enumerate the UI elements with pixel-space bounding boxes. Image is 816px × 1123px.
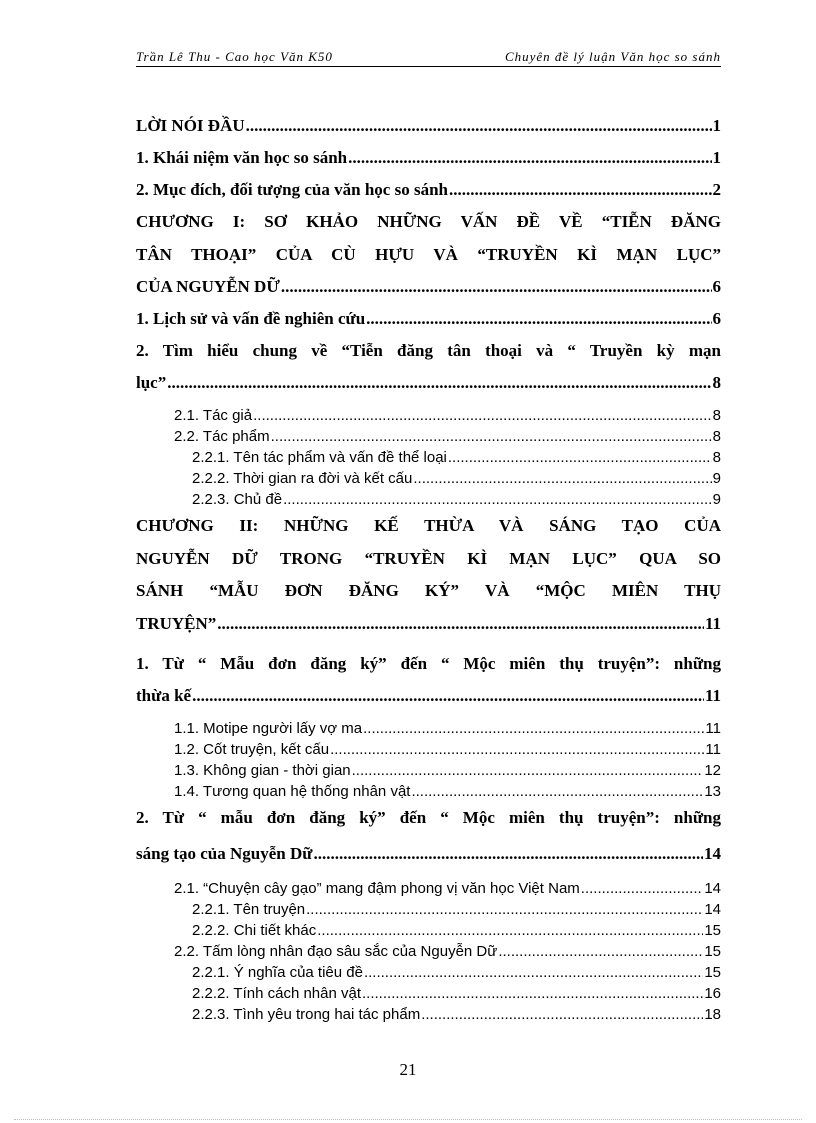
dot-leader [448, 447, 712, 468]
toc-entry-tinh-yeu[interactable] [136, 1004, 721, 1025]
toc-entry-khong-gian[interactable] [136, 760, 721, 781]
dot-leader [317, 920, 703, 941]
dot-leader [366, 303, 711, 335]
dot-leader [348, 142, 711, 174]
toc-entry-nhung-thua-ke[interactable] [136, 648, 721, 712]
toc-entry-chu-de[interactable] [136, 489, 721, 510]
toc-page-number: 9 [712, 491, 721, 508]
chapter-2-line-4: TRUYỆN” [136, 613, 217, 633]
toc-entry-label: 1.3. Không gian - thời gian [174, 761, 351, 779]
toc-entry-ten-truyen[interactable] [136, 899, 721, 920]
toc-entry-thoi-gian[interactable] [136, 468, 721, 489]
toc-entry-label: 2.2.3. Tình yêu trong hai tác phẩm [192, 1005, 421, 1023]
toc-entry-chapter-1[interactable] [136, 206, 721, 303]
toc-page-number: 11 [704, 685, 721, 705]
toc-page-number: 12 [704, 761, 721, 779]
toc-entry-chi-tiet-khac[interactable] [136, 920, 721, 941]
dot-leader [313, 838, 703, 870]
toc-entry-nhung-sang-tao[interactable] [136, 802, 721, 870]
toc-entry-label: 1.1. Motipe người lấy vợ ma [174, 719, 363, 737]
toc-entry-chuyen-cay-gao[interactable] [136, 878, 721, 899]
entry-line-2: lục” [136, 373, 167, 392]
toc-page-number: 8 [712, 407, 721, 424]
toc-page-number: 14 [704, 879, 721, 897]
header-author: Trần Lê Thu - Cao học Văn K50 [136, 49, 333, 64]
toc-entry-label: 2.2.2. Chi tiết khác [192, 921, 317, 939]
toc-page-number: 8 [712, 373, 721, 392]
dot-leader [271, 426, 712, 447]
entry-line-1: 2. Từ “ mẫu đơn đăng ký” đến “ Mộc miên thụ truyện”: những [136, 807, 721, 827]
dot-leader [421, 1004, 703, 1025]
chapter-2-line-2: NGUYỄN DỮ TRONG “TRUYỀN KÌ MẠN LỤC” QUA SO [136, 548, 721, 568]
toc-page-number: 6 [712, 309, 721, 328]
toc-page-number: 14 [704, 900, 721, 918]
toc-entry-label: 1. Lịch sử và vấn đề nghiên cứu [136, 309, 366, 328]
toc-entry-label: 1.2. Cốt truyện, kết cấu [174, 740, 330, 758]
dot-leader [449, 174, 712, 206]
entry-line-1: 2. Tìm hiểu chung về “Tiễn đăng tân thoại và “ Truyền kỳ mạn [136, 341, 721, 360]
toc-entry-khai-niem[interactable] [136, 142, 721, 174]
toc-entry-label: 2.2.1. Tên tác phẩm và vấn đề thể loại [192, 449, 447, 466]
toc-entry-muc-dich[interactable] [136, 174, 721, 206]
toc-entry-label: 1.4. Tương quan hệ thống nhân vật [174, 782, 411, 800]
dot-leader [498, 941, 703, 962]
toc-page-number: 15 [704, 921, 721, 939]
toc-entry-y-nghia-tieu-de[interactable] [136, 962, 721, 983]
dot-leader [330, 739, 704, 760]
dot-leader [283, 489, 712, 510]
dot-leader [413, 468, 711, 489]
table-of-contents [136, 110, 721, 1025]
toc-entry-loi-noi-dau[interactable] [136, 110, 721, 142]
dot-leader [306, 899, 703, 920]
toc-page-number: 8 [712, 449, 721, 466]
toc-entry-ten-tac-pham[interactable] [136, 447, 721, 468]
toc-entry-label: 2.2.3. Chủ đề [192, 491, 283, 508]
dot-leader [364, 962, 703, 983]
chapter-1-line-2: TÂN THOẠI” CỦA CÙ HỰU VÀ “TRUYỀN KÌ MẠN LỤC” [136, 244, 721, 264]
toc-page-number: 14 [704, 843, 721, 863]
toc-entry-tac-pham[interactable] [136, 426, 721, 447]
toc-page-number: 15 [704, 963, 721, 981]
chapter-2-line-3: SÁNH “MẪU ĐƠN ĐĂNG KÝ” VÀ “MỘC MIÊN THỤ [136, 581, 721, 600]
toc-page-number: 15 [704, 942, 721, 960]
toc-entry-tinh-cach[interactable] [136, 983, 721, 1004]
dot-leader [217, 608, 704, 640]
toc-entry-label: 2.1. “Chuyện cây gạo” mang đậm phong vị văn học Việt Nam [174, 879, 580, 897]
toc-page-number: 11 [705, 740, 721, 758]
page-boundary [14, 1119, 802, 1120]
toc-page-number: 1 [712, 116, 721, 135]
chapter-1-line-1: CHƯƠNG I: SƠ KHẢO NHỮNG VẤN ĐỀ VỀ “TIỄN ĐĂNG [136, 212, 721, 231]
dot-leader [253, 405, 712, 426]
entry-line-2: thừa kế [136, 685, 192, 705]
dot-leader [167, 367, 711, 399]
toc-entry-lich-su[interactable] [136, 303, 721, 335]
toc-page-number: 9 [712, 470, 721, 487]
toc-page-number: 11 [704, 613, 721, 633]
dot-leader [362, 983, 703, 1004]
entry-line-2: sáng tạo của Nguyễn Dữ [136, 843, 313, 863]
toc-entry-label: 2.2.1. Ý nghĩa của tiêu đề [192, 963, 363, 981]
dot-leader [246, 110, 712, 142]
toc-entry-label: 2.1. Tác giả [174, 407, 253, 424]
toc-page-number: 16 [704, 984, 721, 1002]
toc-entry-label: 2.2. Tấm lòng nhân đạo sâu sắc của Nguyễn Dữ [174, 942, 498, 960]
dot-leader [411, 781, 703, 802]
header-subject: Chuyên đề lý luận Văn học so sánh [504, 49, 721, 64]
toc-entry-motipe[interactable] [136, 718, 721, 739]
chapter-1-line-3: CỦA NGUYỄN DỮ [136, 277, 280, 296]
toc-page-number: 2 [712, 180, 721, 199]
toc-page-number: 11 [705, 719, 721, 737]
chapter-2-line-1: CHƯƠNG II: NHỮNG KẾ THỪA VÀ SÁNG TẠO CỦA [136, 516, 721, 535]
toc-entry-chapter-2[interactable] [136, 510, 721, 640]
toc-entry-label: LỜI NÓI ĐẦU [136, 116, 245, 135]
toc-entry-label: 2.2.2. Thời gian ra đời và kết cấu [192, 470, 413, 487]
toc-page-number: 6 [712, 277, 721, 296]
dot-leader [363, 718, 704, 739]
entry-line-1: 1. Từ “ Mẫu đơn đăng ký” đến “ Mộc miên thụ truyện”: những [136, 653, 721, 673]
toc-entry-label: 2.2.1. Tên truyện [192, 900, 306, 918]
toc-page-number: 1 [712, 148, 721, 167]
toc-page-number: 8 [712, 428, 721, 445]
toc-entry-tim-hieu-chung[interactable] [136, 335, 721, 399]
toc-page-number: 18 [704, 1005, 721, 1023]
toc-page-number: 13 [704, 782, 721, 800]
dot-leader [352, 760, 704, 781]
toc-entry-cot-truyen[interactable] [136, 739, 721, 760]
toc-entry-tuong-quan[interactable] [136, 781, 721, 802]
toc-entry-tam-long-nhan-dao[interactable] [136, 941, 721, 962]
page-number: 21 [399, 1060, 417, 1079]
dot-leader [281, 271, 712, 303]
toc-entry-label: 2. Mục đích, đối tượng của văn học so sánh [136, 180, 448, 199]
toc-entry-label: 1. Khái niệm văn học so sánh [136, 148, 348, 167]
toc-entry-label: 2.2.2. Tính cách nhân vật [192, 984, 362, 1002]
toc-entry-label: 2.2. Tác phẩm [174, 428, 270, 445]
dot-leader [581, 878, 704, 899]
running-header [136, 48, 721, 67]
toc-entry-tac-gia[interactable] [136, 405, 721, 426]
dot-leader [192, 680, 704, 712]
